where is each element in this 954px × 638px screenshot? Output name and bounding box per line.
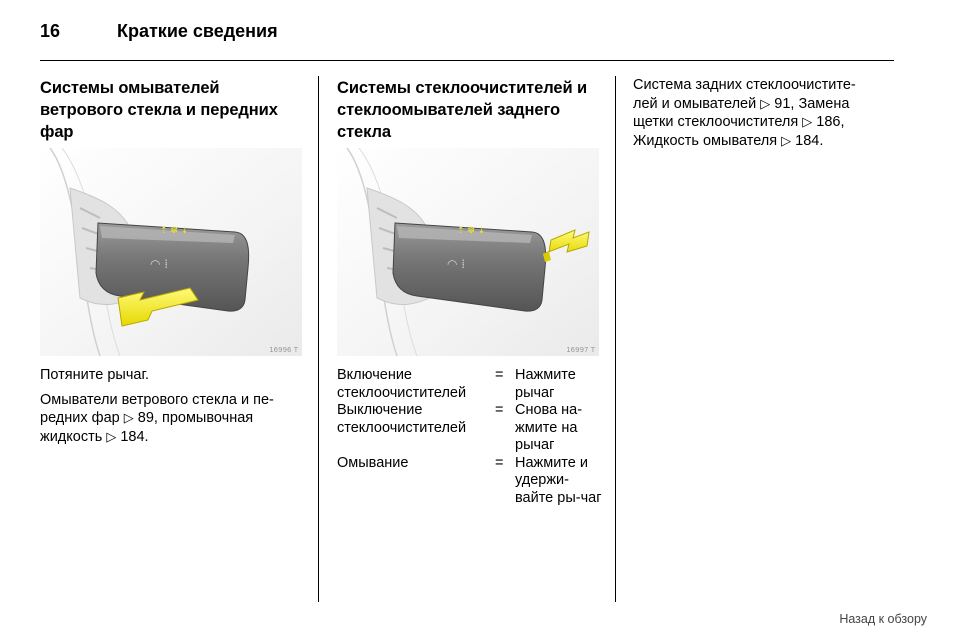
- table-row: [337, 367, 607, 402]
- equals-cell: =: [495, 402, 504, 418]
- lever-push-illustration: [337, 148, 599, 356]
- action-cell: Нажмите и удержи-вайте ры-чаг: [515, 454, 602, 506]
- lever-pull-illustration: [40, 148, 302, 356]
- column-divider: [318, 76, 319, 602]
- table-row: [337, 402, 607, 455]
- page-ref-link[interactable]: 184: [795, 132, 820, 149]
- page-ref-icon: ▷: [106, 428, 117, 444]
- page-ref-icon: ▷: [781, 132, 792, 148]
- page-ref-link[interactable]: 186: [816, 114, 841, 130]
- control-table-section: [337, 367, 607, 507]
- figure-code: 16996 T: [269, 346, 298, 354]
- instruction-text: Потяните рычаг.: [40, 367, 149, 383]
- section-references: [633, 77, 895, 150]
- section-front-washers-text: [40, 367, 310, 446]
- reference-paragraph: Система задних стеклоочистите- лей и омывателей ▷ 91, Замена щетки стеклоочистителя ▷ 186, Жидкость омывателя ▷ 184.: [633, 77, 856, 149]
- function-cell: Выключение стеклоочистителей: [337, 402, 467, 436]
- column-divider: [615, 76, 616, 602]
- page-ref-icon: ▷: [760, 95, 771, 111]
- page-ref-icon: ▷: [123, 410, 134, 425]
- header-title: Краткие сведения: [117, 21, 278, 41]
- page-ref-icon: ▷: [802, 114, 813, 129]
- table-row: [337, 455, 607, 508]
- action-cell: Нажмите рычаг: [515, 367, 576, 401]
- back-to-overview-link[interactable]: Назад к обзору: [839, 612, 927, 626]
- section-heading: Системы омывателей ветрового стекла и передних фар: [40, 79, 278, 141]
- svg-text:◠ ⁞: ◠ ⁞: [150, 257, 169, 271]
- svg-text:◠ ⁞: ◠ ⁞: [447, 257, 466, 271]
- figure-code: 16997 T: [566, 346, 595, 354]
- section-heading: Системы стеклоочистителей и стеклоомывателей заднего стекла: [337, 79, 588, 141]
- section-front-washers: [40, 77, 302, 143]
- svg-text:⇡ ✼ ⇣: ⇡ ✼ ⇣: [160, 226, 189, 236]
- equals-cell: =: [495, 454, 504, 471]
- section-rear-wipers: [337, 77, 599, 143]
- page-ref-link[interactable]: 184: [120, 428, 145, 445]
- page-ref-link[interactable]: 89: [137, 410, 154, 426]
- action-cell: Снова на-жмите на рычаг: [515, 402, 583, 453]
- function-cell: Омывание: [337, 454, 409, 471]
- equals-cell: =: [495, 367, 504, 383]
- function-cell: Включение стеклоочистителей: [337, 367, 467, 401]
- page-ref-link[interactable]: 91: [774, 95, 791, 112]
- svg-text:⇡ ✼ ⇣: ⇡ ✼ ⇣: [457, 226, 486, 236]
- page-header: [40, 20, 894, 61]
- control-table: [337, 367, 607, 507]
- reference-paragraph: Омыватели ветрового стекла и пе- редних фар ▷ 89, промывочная жидкость ▷ 184.: [40, 391, 274, 445]
- page-number: 16: [40, 21, 61, 41]
